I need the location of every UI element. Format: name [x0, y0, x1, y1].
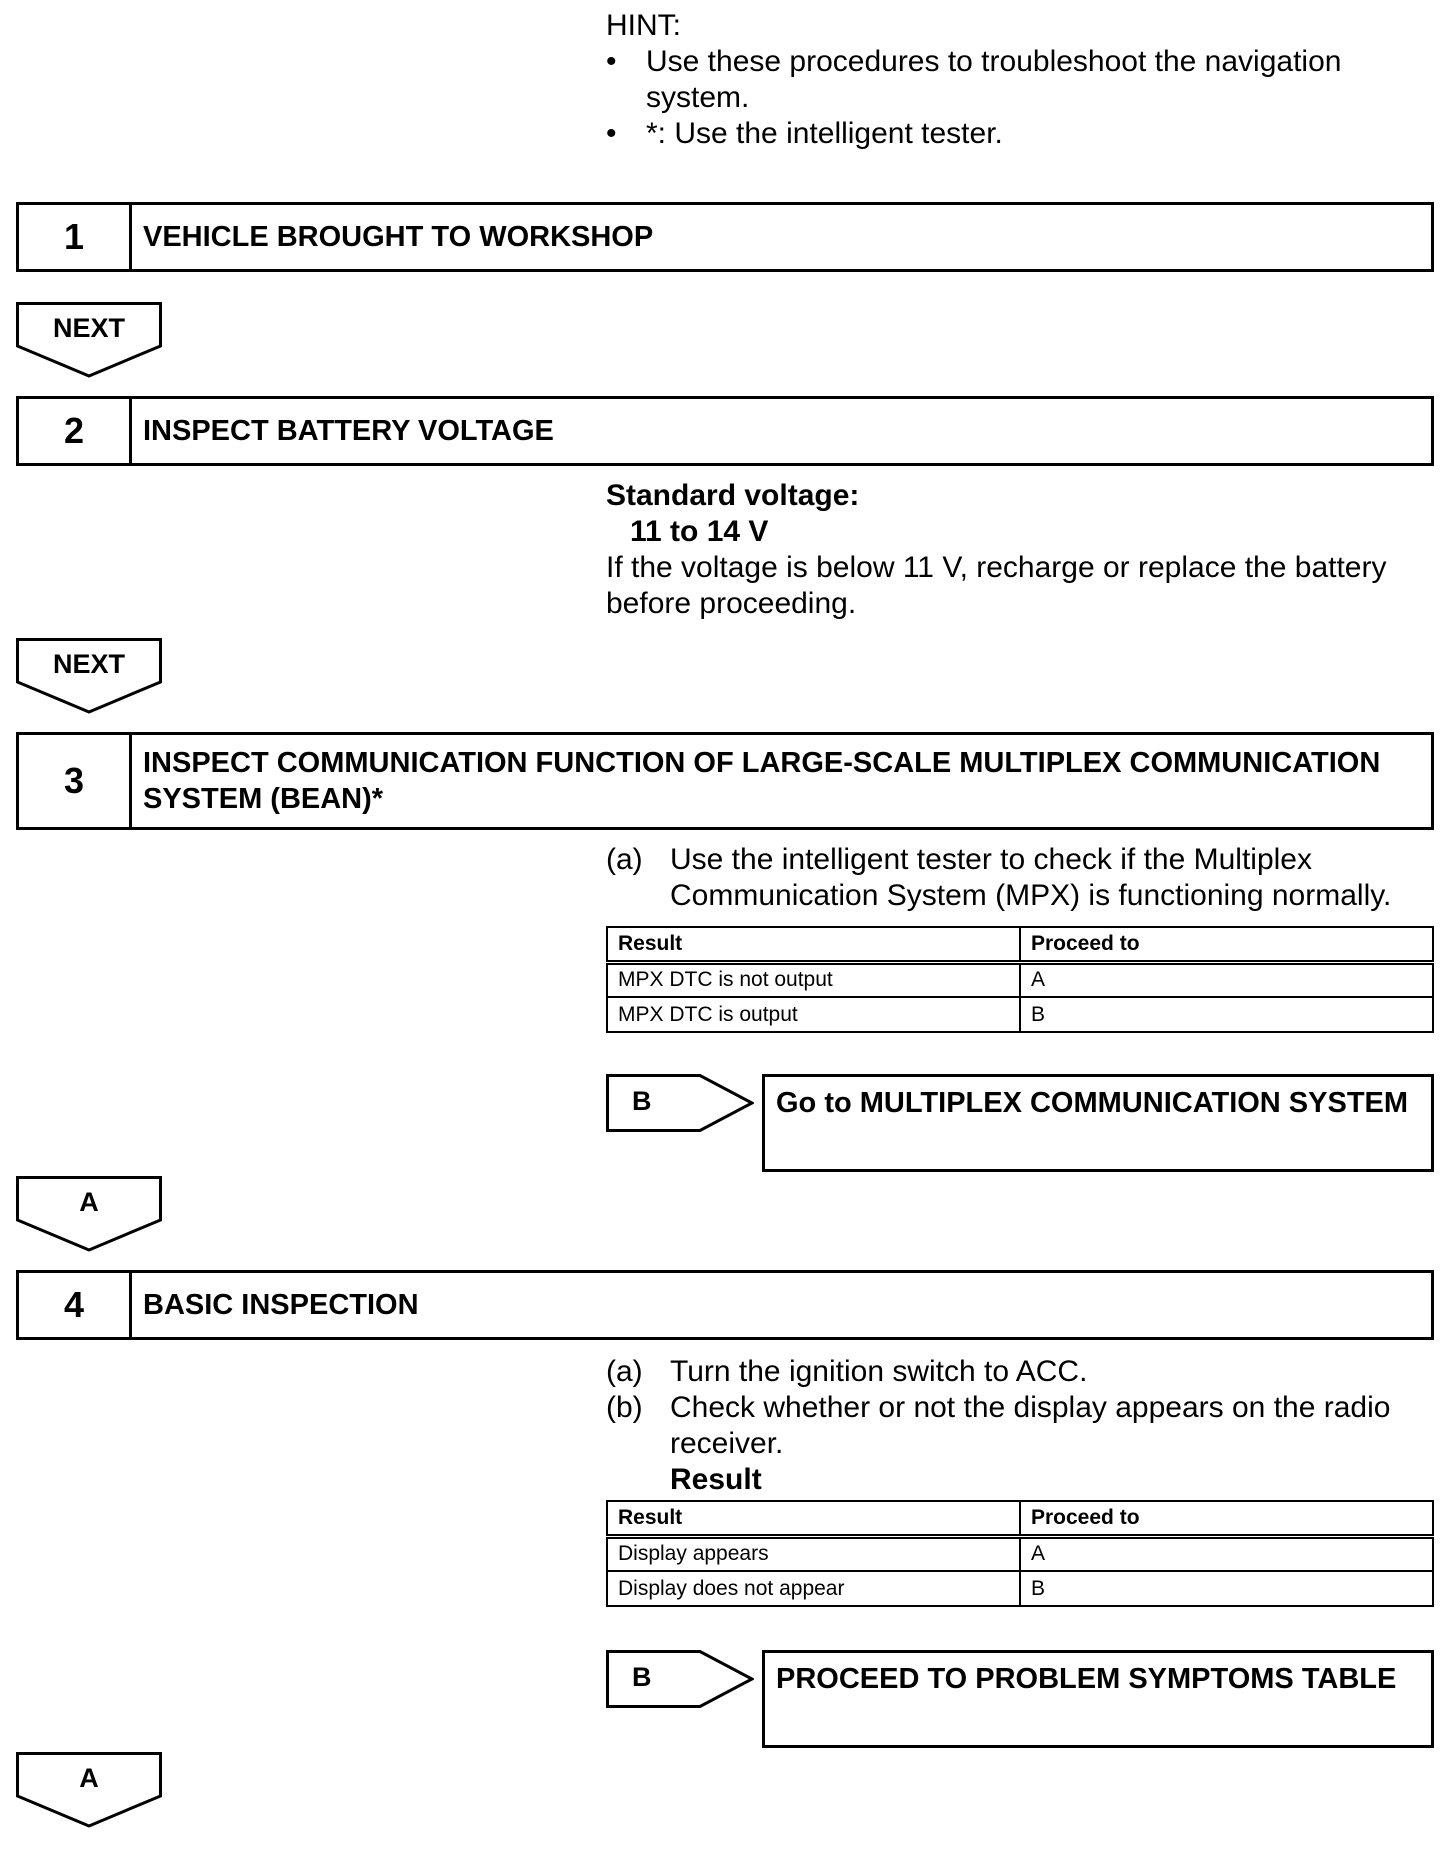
step-number: 4	[19, 1273, 132, 1337]
item-text: Turn the ignition switch to ACC.	[670, 1355, 1088, 1388]
bullet-mark: •	[606, 117, 617, 150]
procedure-item	[606, 1354, 1446, 1390]
column-header: Result	[607, 1501, 1020, 1536]
step-title: INSPECT BATTERY VOLTAGE	[143, 415, 554, 447]
bullet-mark: •	[606, 45, 617, 78]
next-arrow	[16, 302, 162, 378]
table-cell: Display appears	[607, 1536, 1020, 1571]
table-cell: B	[1020, 1571, 1433, 1606]
branch-label: B	[632, 1086, 652, 1116]
table-cell: MPX DTC is output	[607, 997, 1020, 1032]
next-label: NEXT	[52, 313, 125, 343]
next-arrow	[16, 1752, 162, 1828]
next-label: A	[79, 1763, 99, 1793]
hint-bullet-text: *: Use the intelligent tester.	[646, 117, 1003, 150]
hint-bullet-text: Use these procedures to troubleshoot the navigation system.	[646, 45, 1342, 114]
spec-label: Standard voltage:	[606, 479, 860, 512]
table-header-row	[607, 1501, 1433, 1536]
step-title: BASIC INSPECTION	[143, 1289, 419, 1321]
branch-target-box: Go to MULTIPLEX COMMUNICATION SYSTEM	[762, 1074, 1434, 1172]
procedure-item	[606, 1390, 1446, 1462]
table-row	[607, 962, 1433, 997]
next-arrow	[16, 1176, 162, 1252]
spec-value: 11 to 14 V	[630, 515, 769, 548]
hint-bullet	[606, 44, 1446, 116]
column-header: Proceed to	[1020, 927, 1433, 962]
step-4-header	[16, 1270, 1434, 1340]
step-title: VEHICLE BROUGHT TO WORKSHOP	[143, 221, 654, 253]
branch-target-box: PROCEED TO PROBLEM SYMPTOMS TABLE	[762, 1650, 1434, 1748]
table-cell: A	[1020, 1536, 1433, 1571]
procedure-item	[606, 842, 1446, 914]
item-text: Use the intelligent tester to check if the Multiplex Communication System (MPX) is functioning normally.	[670, 843, 1392, 912]
step-2-header	[16, 396, 1434, 466]
step-number: 1	[19, 205, 132, 269]
spec-note: If the voltage is below 11 V, recharge or replace the battery before proceeding.	[606, 551, 1387, 620]
column-header: Result	[607, 927, 1020, 962]
item-label: (a)	[606, 843, 643, 876]
hint-label: HINT:	[606, 9, 681, 42]
table-cell: Display does not appear	[607, 1571, 1020, 1606]
table-row	[607, 997, 1433, 1032]
result-table	[606, 926, 1434, 1033]
branch-label: B	[632, 1662, 652, 1692]
result-label: Result	[670, 1463, 762, 1496]
step-title: INSPECT COMMUNICATION FUNCTION OF LARGE-SCALE MULTIPLEX COMMUNICATION SYSTEM (BEAN)*	[143, 747, 1381, 815]
table-row	[607, 1536, 1433, 1571]
next-arrow	[16, 638, 162, 714]
next-label: NEXT	[52, 649, 125, 679]
item-text: Check whether or not the display appears on the radio receiver.	[670, 1391, 1391, 1460]
hint-bullet	[606, 116, 1446, 152]
branch-arrow	[606, 1650, 754, 1708]
next-label: A	[79, 1187, 99, 1217]
step-3-header	[16, 732, 1434, 830]
item-label: (a)	[606, 1355, 643, 1388]
step-1-header	[16, 202, 1434, 272]
column-header: Proceed to	[1020, 1501, 1433, 1536]
branch-arrow	[606, 1074, 754, 1132]
table-cell: MPX DTC is not output	[607, 962, 1020, 997]
table-cell: A	[1020, 962, 1433, 997]
step-number: 3	[19, 735, 132, 827]
table-header-row	[607, 927, 1433, 962]
step-number: 2	[19, 399, 132, 463]
result-table	[606, 1500, 1434, 1607]
table-cell: B	[1020, 997, 1433, 1032]
item-label: (b)	[606, 1391, 643, 1424]
table-row	[607, 1571, 1433, 1606]
